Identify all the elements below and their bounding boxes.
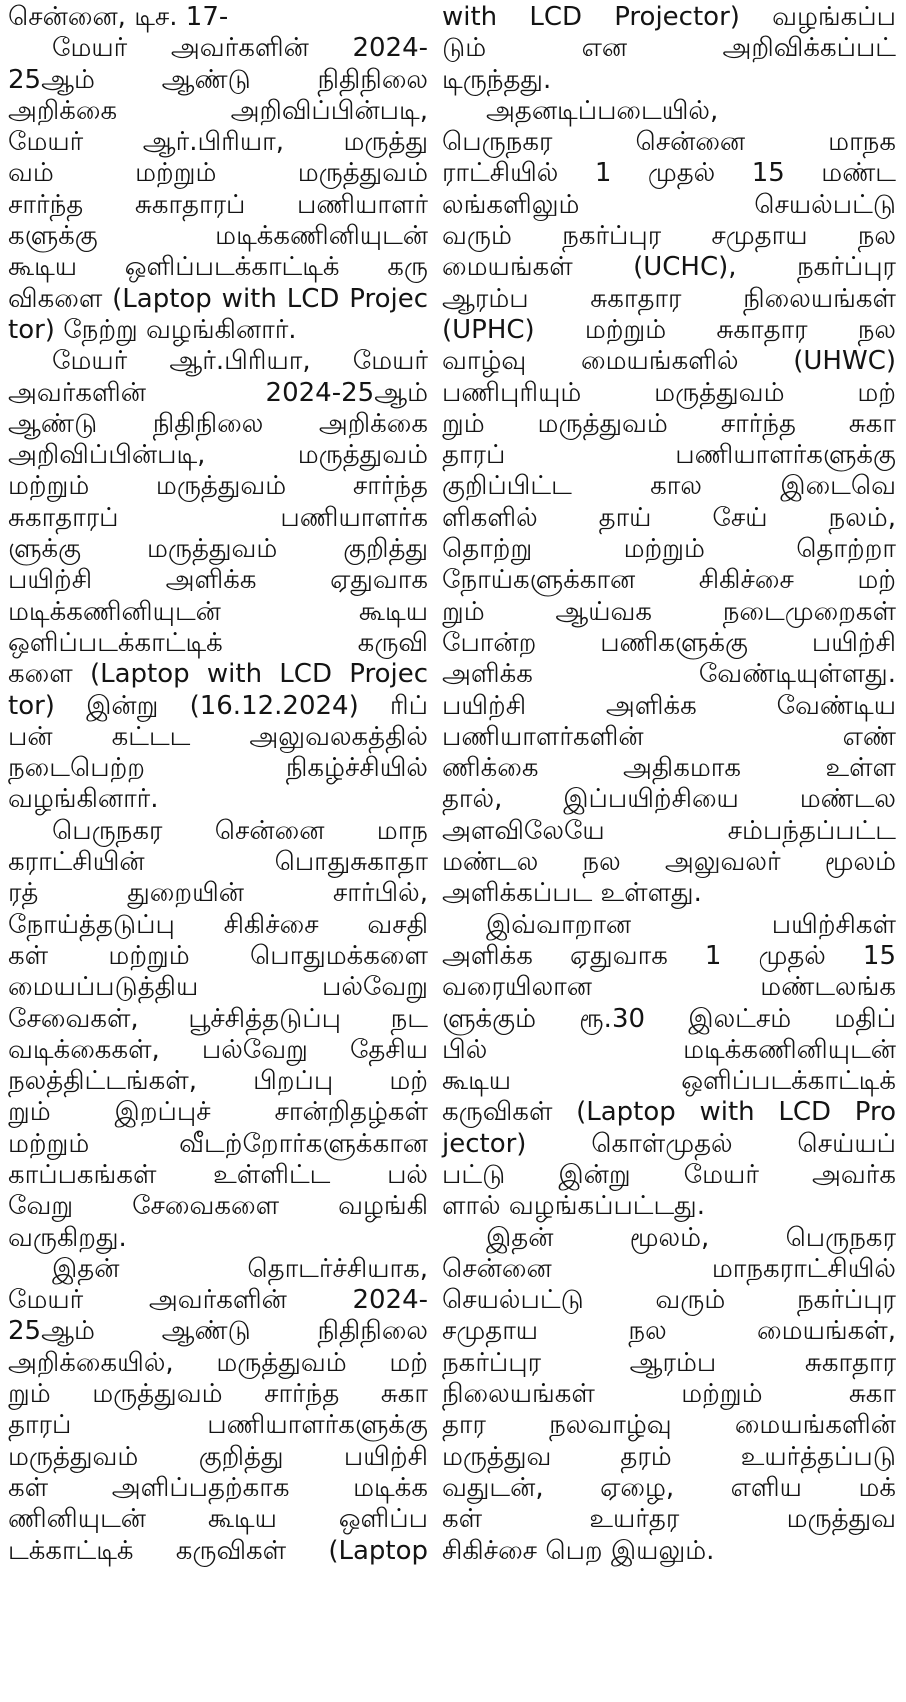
- article-line: றும் மருத்துவம் சார்ந்த சுகா: [442, 408, 896, 439]
- article-line: றும் ஆய்வக நடைமுறைகள்: [442, 596, 896, 627]
- article-line: பட்டு இன்று மேயர் அவர்க: [442, 1159, 896, 1190]
- article-line: பில் மடிக்கணினியுடன்: [442, 1034, 896, 1065]
- article-line: tor) இன்று (16.12.2024) ரிப்: [8, 690, 428, 721]
- article-line: சமுதாய நல மையங்கள்,: [442, 1316, 896, 1347]
- article-line: ஒளிப்படக்காட்டிக் கருவி: [8, 627, 428, 658]
- article-column-right: [442, 2, 896, 1567]
- article-line: விகளை (Laptop with LCD Projec: [8, 283, 428, 314]
- article-line: அதனடிப்படையில்,: [486, 95, 719, 126]
- article-line: கூடிய ஒளிப்படக்காட்டிக்: [442, 1066, 896, 1097]
- article-line: இவ்வாறான பயிற்சிகள்: [486, 909, 896, 940]
- article-line: tor) நேற்று வழங்கினார்.: [8, 314, 297, 345]
- article-line: நகர்ப்புர ஆரம்ப சுகாதார: [442, 1347, 896, 1378]
- article-line: களை (Laptop with LCD Projec: [8, 659, 428, 690]
- article-line: ளுக்கும் ரூ.30 இலட்சம் மதிப்: [442, 1003, 896, 1034]
- article-line: மற்றும் மருத்துவம் சார்ந்த: [8, 471, 428, 502]
- article-line: பெருநகர சென்னை மாநக: [442, 127, 896, 158]
- article-line: தார நலவாழ்வு மையங்களின்: [442, 1410, 896, 1441]
- article-line: பயிற்சி அளிக்க ஏதுவாக: [8, 565, 428, 596]
- article-line: நோய்களுக்கான சிகிச்சை மற்: [442, 565, 896, 596]
- article-line: அறிக்கையில், மருத்துவம் மற்: [8, 1347, 428, 1378]
- article-line: றும் இறப்புச் சான்றிதழ்கள்: [8, 1097, 428, 1128]
- article-line: கருவிகள் (Laptop with LCD Pro: [442, 1097, 896, 1128]
- article-line: நோய்த்தடுப்பு சிகிச்சை வசதி: [8, 909, 428, 940]
- article-line: வருகிறது.: [8, 1222, 127, 1253]
- article-line: தால், இப்பயிற்சியை மண்டல: [442, 784, 896, 815]
- article-line: பணிபுரியும் மருத்துவம் மற்: [442, 377, 896, 408]
- article-line: ரத் துறையின் சார்பில்,: [8, 878, 428, 909]
- article-line: கள் மற்றும் பொதுமக்களை: [8, 940, 428, 971]
- article-line: அறிவிப்பின்படி, மருத்துவம்: [8, 440, 428, 471]
- article-line: 25ஆம் ஆண்டு நிதிநிலை: [8, 1316, 428, 1347]
- article-line: சுகாதாரப் பணியாளர்க: [8, 502, 428, 533]
- article-line: காப்பகங்கள் உள்ளிட்ட பல்: [8, 1159, 428, 1190]
- article-line: மற்றும் வீடற்றோர்களுக்கான: [8, 1128, 428, 1159]
- article-line: மருத்துவம் குறித்து பயிற்சி: [8, 1441, 428, 1472]
- article-line: லங்களிலும் செயல்பட்டு: [442, 189, 896, 220]
- article-line: jector) கொள்முதல் செய்யப்: [442, 1128, 896, 1159]
- article-line: இதன் தொடர்ச்சியாக,: [52, 1253, 428, 1284]
- article-line: கள் உயர்தர மருத்துவ: [442, 1504, 896, 1535]
- article-line: ளுக்கு மருத்துவம் குறித்து: [8, 534, 428, 565]
- article-line: மையங்கள் (UCHC), நகர்ப்புர: [442, 252, 896, 283]
- article-line: பயிற்சி அளிக்க வேண்டிய: [442, 690, 896, 721]
- article-line: அளவிலேயே சம்பந்தப்பட்ட: [442, 815, 896, 846]
- article-line: செயல்பட்டு வரும் நகர்ப்புர: [442, 1285, 896, 1316]
- article-line: போன்ற பணிகளுக்கு பயிற்சி: [442, 627, 896, 658]
- article-line: றும் மருத்துவம் சார்ந்த சுகா: [8, 1379, 428, 1410]
- article-line: ஆண்டு நிதிநிலை அறிக்கை: [8, 408, 428, 439]
- article-line: மருத்துவ தரம் உயர்த்தப்படு: [442, 1441, 896, 1472]
- article-line: டும் என அறிவிக்கப்பட்: [442, 33, 896, 64]
- article-line: கள் அளிப்பதற்காக மடிக்க: [8, 1472, 428, 1503]
- article-line: மடிக்கணினியுடன் கூடிய: [8, 596, 428, 627]
- article-line: அளிக்க வேண்டியுள்ளது.: [442, 659, 896, 690]
- article-line: வேறு சேவைகளை வழங்கி: [8, 1191, 428, 1222]
- article-line: நிலையங்கள் மற்றும் சுகா: [442, 1379, 896, 1410]
- article-line: மண்டல நல அலுவலர் மூலம்: [442, 847, 896, 878]
- article-line: ணினியுடன் கூடிய ஒளிப்ப: [8, 1504, 428, 1535]
- article-column-left: [8, 2, 428, 1567]
- article-line: களுக்கு மடிக்கணினியுடன்: [8, 221, 428, 252]
- article-line: வரையிலான மண்டலங்க: [442, 972, 896, 1003]
- article-line: மேயர் ஆர்.பிரியா, மேயர்: [52, 346, 428, 377]
- article-line: வதுடன், ஏழை, எளிய மக்: [442, 1472, 896, 1503]
- article-line: கராட்சியின் பொதுசுகாதா: [8, 847, 428, 878]
- article-line: மேயர் அவர்களின் 2024-: [8, 1285, 428, 1316]
- article-line: சேவைகள், பூச்சித்தடுப்பு நட: [8, 1003, 428, 1034]
- article-line: ளிகளில் தாய் சேய் நலம்,: [442, 502, 896, 533]
- article-line: நலத்திட்டங்கள், பிறப்பு மற்: [8, 1066, 428, 1097]
- article-line: வாழ்வு மையங்களில் (UHWC): [442, 346, 896, 377]
- article-line: சென்னை மாநகராட்சியில்: [442, 1253, 896, 1284]
- article-line: ளால் வழங்கப்பட்டது.: [442, 1191, 705, 1222]
- article-line: கூடிய ஒளிப்படக்காட்டிக் கரு: [8, 252, 428, 283]
- article-line: மையப்படுத்திய பல்வேறு: [8, 972, 428, 1003]
- article-line: வடிக்கைகள், பல்வேறு தேசிய: [8, 1034, 428, 1065]
- article-line: டிருந்தது.: [442, 64, 552, 95]
- article-line: ஆரம்ப சுகாதார நிலையங்கள்: [442, 283, 896, 314]
- article-line: மேயர் ஆர்.பிரியா, மருத்து: [8, 127, 428, 158]
- article-line: இதன் மூலம், பெருநகர: [486, 1222, 896, 1253]
- article-line: சார்ந்த சுகாதாரப் பணியாளர்: [8, 189, 428, 220]
- article-line: ராட்சியில் 1 முதல் 15 மண்ட: [442, 158, 896, 189]
- article-line: வம் மற்றும் மருத்துவம்: [8, 158, 428, 189]
- article-line: டக்காட்டிக் கருவிகள் (Laptop: [8, 1535, 428, 1566]
- article-line: சிகிச்சை பெற இயலும்.: [442, 1535, 715, 1566]
- article-line: பெருநகர சென்னை மாந: [52, 815, 428, 846]
- article-line: with LCD Projector) வழங்கப்ப: [442, 2, 896, 32]
- article-line: தாரப் பணியாளர்களுக்கு: [442, 440, 896, 471]
- article-line: அளிக்க ஏதுவாக 1 முதல் 15: [442, 940, 896, 971]
- article-line: 25ஆம் ஆண்டு நிதிநிலை: [8, 64, 428, 95]
- article-line: தாரப் பணியாளர்களுக்கு: [8, 1410, 428, 1441]
- article-line: அளிக்கப்பட உள்ளது.: [442, 878, 702, 909]
- article-line: மேயர் அவர்களின் 2024-: [52, 33, 428, 64]
- article-line: தொற்று மற்றும் தொற்றா: [442, 534, 896, 565]
- article-line: வழங்கினார்.: [8, 784, 159, 815]
- article-line: வரும் நகர்ப்புர சமுதாய நல: [442, 221, 896, 252]
- article-line: (UPHC) மற்றும் சுகாதார நல: [442, 314, 896, 345]
- article-line: பணியாளர்களின் எண்: [442, 721, 896, 752]
- article-line: அறிக்கை அறிவிப்பின்படி,: [8, 95, 428, 126]
- article-line: சென்னை, டிச. 17-: [8, 2, 229, 32]
- article-line: குறிப்பிட்ட கால இடைவெ: [442, 471, 896, 502]
- article-line: ணிக்கை அதிகமாக உள்ள: [442, 753, 896, 784]
- article-line: நடைபெற்ற நிகழ்ச்சியில்: [8, 753, 428, 784]
- article-line: அவர்களின் 2024-25ஆம்: [8, 377, 428, 408]
- article-line: பன் கட்டட அலுவலகத்தில்: [8, 721, 428, 752]
